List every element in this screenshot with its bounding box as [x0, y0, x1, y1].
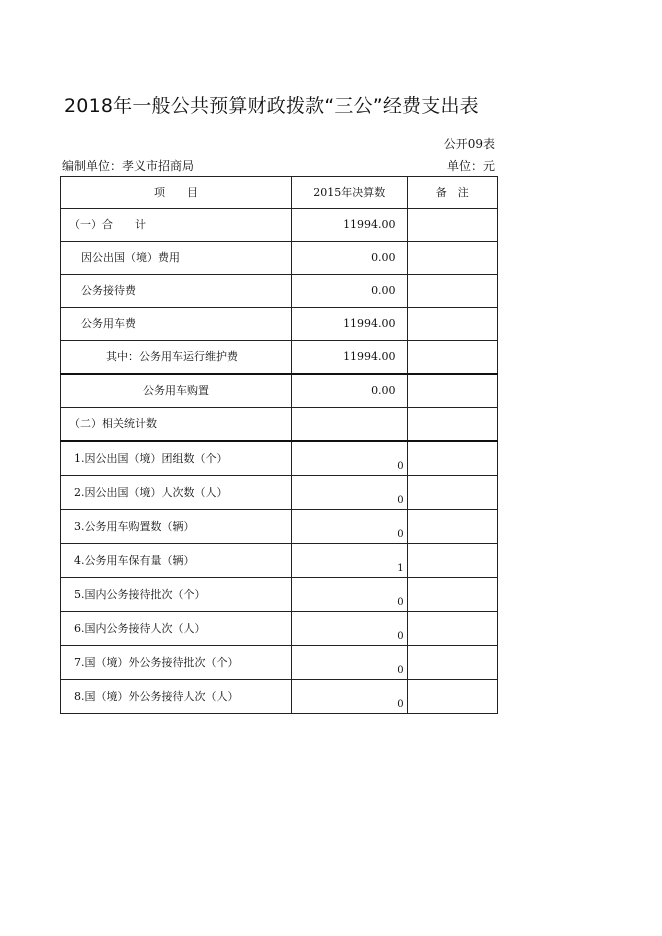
header-amount: 2015年决算数 [292, 177, 408, 209]
header-note: 备 注 [407, 177, 497, 209]
row-note [407, 242, 497, 275]
row-value-vehicle: 11994.00 [292, 308, 408, 341]
row-label-vehicle: 公务用车费 [61, 308, 292, 341]
stat-label: 1.因公出国（境）团组数（个） [61, 441, 292, 476]
stat-value: 0 [292, 510, 408, 544]
table-row [61, 209, 498, 242]
table-header-row [61, 177, 498, 209]
stat-note [407, 612, 497, 646]
table-row [61, 408, 498, 442]
stat-value: 0 [292, 680, 408, 714]
table-row [61, 476, 498, 510]
empty-cell [292, 408, 408, 442]
stat-note [407, 544, 497, 578]
stat-value: 0 [292, 578, 408, 612]
stat-value: 0 [292, 476, 408, 510]
stat-label: 5.国内公务接待批次（个） [61, 578, 292, 612]
row-label-vehicle-purchase: 公务用车购置 [61, 374, 292, 408]
stat-label: 2.因公出国（境）人次数（人） [61, 476, 292, 510]
form-number: 公开09表 [443, 137, 495, 151]
table-row [61, 646, 498, 680]
stat-value: 1 [292, 544, 408, 578]
table-row [61, 612, 498, 646]
stat-label: 8.国（境）外公务接待人次（人） [61, 680, 292, 714]
row-label-reception: 公务接待费 [61, 275, 292, 308]
row-note [407, 308, 497, 341]
row-value-vehicle-purchase: 0.00 [292, 374, 408, 408]
table-row [61, 680, 498, 714]
header-item: 项 目 [61, 177, 292, 209]
table-row [61, 341, 498, 375]
stat-note [407, 646, 497, 680]
stat-note [407, 476, 497, 510]
table-row [61, 374, 498, 408]
stat-label: 7.国（境）外公务接待批次（个） [61, 646, 292, 680]
row-label-vehicle-operation: 其中：公务用车运行维护费 [61, 341, 292, 375]
expense-table [60, 176, 498, 714]
empty-cell [407, 408, 497, 442]
table-row [61, 275, 498, 308]
table-row [61, 242, 498, 275]
stat-note [407, 510, 497, 544]
row-value-vehicle-operation: 11994.00 [292, 341, 408, 375]
stat-label: 3.公务用车购置数（辆） [61, 510, 292, 544]
stat-note [407, 680, 497, 714]
table-row [61, 544, 498, 578]
reporting-organization: 编制单位：孝义市招商局 [62, 159, 195, 173]
stat-note [407, 441, 497, 476]
stat-note [407, 578, 497, 612]
currency-unit: 单位：元 [446, 159, 495, 173]
row-note [407, 374, 497, 408]
row-value-overseas-travel: 0.00 [292, 242, 408, 275]
stat-value: 0 [292, 646, 408, 680]
row-label-overseas-travel: 因公出国（境）费用 [61, 242, 292, 275]
stat-value: 0 [292, 612, 408, 646]
stat-label: 6.国内公务接待人次（人） [61, 612, 292, 646]
stat-value: 0 [292, 441, 408, 476]
table-row [61, 578, 498, 612]
stat-label: 4.公务用车保有量（辆） [61, 544, 292, 578]
table-row [61, 441, 498, 476]
report-title: 2018年一般公共预算财政拨款“三公”经费支出表 [64, 95, 479, 117]
row-note [407, 209, 497, 242]
row-note [407, 341, 497, 375]
row-label-total: （一）合 计 [61, 209, 292, 242]
table-row [61, 510, 498, 544]
row-note [407, 275, 497, 308]
table-row [61, 308, 498, 341]
row-value-total: 11994.00 [292, 209, 408, 242]
section-label-stats: （二）相关统计数 [61, 408, 292, 442]
row-value-reception: 0.00 [292, 275, 408, 308]
